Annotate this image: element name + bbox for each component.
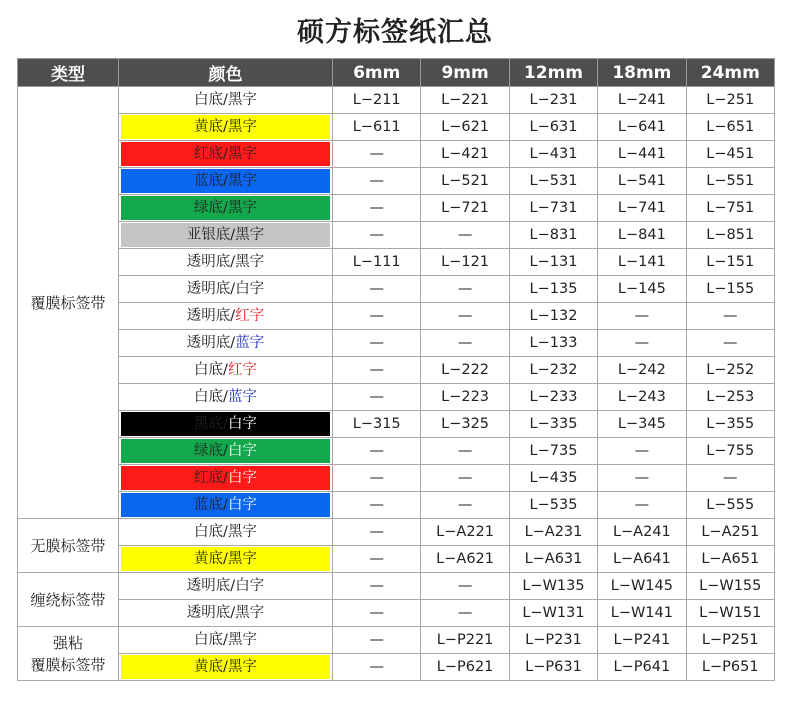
table-row: [18, 384, 775, 411]
model-code-cell: L−P631: [509, 654, 597, 681]
table-row: [18, 465, 775, 492]
table-row: [18, 222, 775, 249]
color-swatch: [121, 574, 330, 598]
base-color-label: 白底/: [194, 92, 228, 108]
model-code-cell: L−521: [421, 168, 509, 195]
model-code-cell: L−243: [598, 384, 686, 411]
model-code-cell: L−A631: [509, 546, 597, 573]
color-cell: [119, 330, 333, 357]
base-color-label: 白底/: [194, 524, 228, 540]
color-swatch: [121, 196, 330, 220]
model-code-cell: —: [686, 330, 774, 357]
model-code-cell: —: [598, 303, 686, 330]
base-color-label: 透明底/: [186, 335, 236, 351]
color-swatch: [121, 493, 330, 517]
color-swatch: [121, 250, 330, 274]
base-color-label: 透明底/: [186, 578, 236, 594]
model-code-cell: —: [333, 276, 421, 303]
color-cell: [119, 222, 333, 249]
table-row: [18, 654, 775, 681]
model-code-cell: —: [333, 384, 421, 411]
model-code-cell: —: [333, 357, 421, 384]
color-cell: [119, 87, 333, 114]
color-swatch: [121, 439, 330, 463]
model-code-cell: —: [333, 330, 421, 357]
table-row: [18, 600, 775, 627]
model-code-cell: L−233: [509, 384, 597, 411]
model-code-cell: L−133: [509, 330, 597, 357]
model-code-cell: L−252: [686, 357, 774, 384]
label-tape-table: [17, 58, 775, 681]
model-code-cell: —: [333, 546, 421, 573]
base-color-label: 绿底/: [194, 443, 228, 459]
color-cell: [119, 627, 333, 654]
model-code-cell: —: [333, 600, 421, 627]
text-color-label: 黑字: [235, 227, 265, 243]
model-code-cell: L−651: [686, 114, 774, 141]
model-code-cell: L−741: [598, 195, 686, 222]
model-code-cell: L−222: [421, 357, 509, 384]
base-color-label: 白底/: [194, 632, 228, 648]
model-code-cell: L−721: [421, 195, 509, 222]
table-row: [18, 141, 775, 168]
model-code-cell: —: [333, 492, 421, 519]
color-swatch: [121, 358, 330, 382]
base-color-label: 红底/: [194, 470, 228, 486]
model-code-cell: L−325: [421, 411, 509, 438]
model-code-cell: L−131: [509, 249, 597, 276]
text-color-label: 黑字: [235, 605, 265, 621]
model-code-cell: —: [598, 492, 686, 519]
color-swatch: [121, 223, 330, 247]
model-code-cell: L−W135: [509, 573, 597, 600]
table-body: [18, 87, 775, 681]
color-cell: [119, 411, 333, 438]
header-24mm: 24mm: [686, 59, 774, 87]
text-color-label: 黑字: [227, 92, 257, 108]
model-code-cell: L−W131: [509, 600, 597, 627]
text-color-label: 白字: [227, 416, 257, 432]
color-cell: [119, 357, 333, 384]
table-row: [18, 492, 775, 519]
base-color-label: 蓝底/: [194, 173, 228, 189]
model-code-cell: L−731: [509, 195, 597, 222]
color-swatch: [121, 412, 330, 436]
model-code-cell: L−111: [333, 249, 421, 276]
model-code-cell: L−132: [509, 303, 597, 330]
model-code-cell: L−A641: [598, 546, 686, 573]
table-row: [18, 627, 775, 654]
table-row: [18, 546, 775, 573]
model-code-cell: L−121: [421, 249, 509, 276]
base-color-label: 透明底/: [186, 605, 236, 621]
text-color-label: 黑字: [235, 254, 265, 270]
model-code-cell: L−P231: [509, 627, 597, 654]
text-color-label: 黑字: [227, 551, 257, 567]
header-18mm: 18mm: [598, 59, 686, 87]
text-color-label: 红字: [235, 308, 265, 324]
model-code-cell: L−535: [509, 492, 597, 519]
table-row: [18, 519, 775, 546]
base-color-label: 透明底/: [186, 254, 236, 270]
header-6mm: 6mm: [333, 59, 421, 87]
model-code-cell: L−841: [598, 222, 686, 249]
tape-type-line: 强粘: [52, 633, 83, 652]
table-row: [18, 573, 775, 600]
color-cell: [119, 600, 333, 627]
table-row: [18, 357, 775, 384]
tape-type-cell: 无膜标签带: [18, 519, 119, 573]
color-swatch: [121, 547, 330, 571]
color-cell: [119, 465, 333, 492]
model-code-cell: —: [421, 465, 509, 492]
model-code-cell: L−253: [686, 384, 774, 411]
model-code-cell: —: [333, 465, 421, 492]
model-code-cell: —: [333, 195, 421, 222]
model-code-cell: —: [686, 465, 774, 492]
color-cell: [119, 573, 333, 600]
header-9mm: 9mm: [421, 59, 509, 87]
model-code-cell: L−P641: [598, 654, 686, 681]
color-swatch: [121, 142, 330, 166]
model-code-cell: L−A651: [686, 546, 774, 573]
color-swatch: [121, 115, 330, 139]
model-code-cell: L−W155: [686, 573, 774, 600]
model-code-cell: L−831: [509, 222, 597, 249]
color-cell: [119, 546, 333, 573]
color-swatch: [121, 601, 330, 625]
model-code-cell: L−735: [509, 438, 597, 465]
color-cell: [119, 384, 333, 411]
color-swatch: [121, 385, 330, 409]
model-code-cell: —: [333, 573, 421, 600]
model-code-cell: L−451: [686, 141, 774, 168]
model-code-cell: L−232: [509, 357, 597, 384]
model-code-cell: L−751: [686, 195, 774, 222]
color-cell: [119, 492, 333, 519]
model-code-cell: L−P241: [598, 627, 686, 654]
base-color-label: 透明底/: [186, 308, 236, 324]
base-color-label: 黄底/: [194, 551, 228, 567]
base-color-label: 白底/: [194, 362, 228, 378]
model-code-cell: L−431: [509, 141, 597, 168]
base-color-label: 黄底/: [194, 659, 228, 675]
header-color: 颜色: [119, 59, 333, 87]
model-code-cell: —: [421, 222, 509, 249]
model-code-cell: —: [598, 465, 686, 492]
model-code-cell: L−P221: [421, 627, 509, 654]
model-code-cell: —: [333, 438, 421, 465]
model-code-cell: —: [333, 168, 421, 195]
model-code-cell: L−441: [598, 141, 686, 168]
base-color-label: 黑底/: [194, 416, 228, 432]
model-code-cell: —: [421, 573, 509, 600]
color-swatch: [121, 88, 330, 112]
text-color-label: 黑字: [227, 146, 257, 162]
model-code-cell: L−345: [598, 411, 686, 438]
tape-type-cell: 覆膜标签带: [18, 87, 119, 519]
base-color-label: 白底/: [194, 389, 228, 405]
text-color-label: 黑字: [227, 200, 257, 216]
table-row: [18, 303, 775, 330]
text-color-label: 黑字: [227, 632, 257, 648]
model-code-cell: L−W141: [598, 600, 686, 627]
base-color-label: 黄底/: [194, 119, 228, 135]
color-cell: [119, 519, 333, 546]
model-code-cell: —: [421, 276, 509, 303]
base-color-label: 绿底/: [194, 200, 228, 216]
model-code-cell: L−P621: [421, 654, 509, 681]
base-color-label: 蓝底/: [194, 497, 228, 513]
color-cell: [119, 438, 333, 465]
model-code-cell: L−A251: [686, 519, 774, 546]
model-code-cell: L−135: [509, 276, 597, 303]
text-color-label: 红字: [227, 362, 257, 378]
model-code-cell: L−335: [509, 411, 597, 438]
model-code-cell: —: [333, 222, 421, 249]
model-code-cell: —: [333, 627, 421, 654]
model-code-cell: —: [686, 303, 774, 330]
color-cell: [119, 654, 333, 681]
color-cell: [119, 195, 333, 222]
color-cell: [119, 141, 333, 168]
header-type: 类型: [18, 59, 119, 87]
model-code-cell: L−A221: [421, 519, 509, 546]
table-row: [18, 438, 775, 465]
text-color-label: 黑字: [227, 659, 257, 675]
model-code-cell: —: [598, 438, 686, 465]
model-code-cell: —: [421, 492, 509, 519]
text-color-label: 蓝字: [235, 335, 265, 351]
text-color-label: 黑字: [227, 524, 257, 540]
model-code-cell: L−621: [421, 114, 509, 141]
table-row: [18, 411, 775, 438]
table-row: [18, 168, 775, 195]
color-swatch: [121, 655, 330, 679]
color-swatch: [121, 628, 330, 652]
model-code-cell: L−641: [598, 114, 686, 141]
color-cell: [119, 249, 333, 276]
model-code-cell: L−231: [509, 87, 597, 114]
tape-type-line: 覆膜标签带: [30, 655, 106, 674]
base-color-label: 红底/: [194, 146, 228, 162]
model-code-cell: L−251: [686, 87, 774, 114]
model-code-cell: L−223: [421, 384, 509, 411]
model-code-cell: L−555: [686, 492, 774, 519]
tape-type-cell: 缠绕标签带: [18, 573, 119, 627]
model-code-cell: L−211: [333, 87, 421, 114]
text-color-label: 白字: [235, 578, 265, 594]
text-color-label: 黑字: [227, 173, 257, 189]
model-code-cell: —: [333, 141, 421, 168]
model-code-cell: L−315: [333, 411, 421, 438]
color-cell: [119, 114, 333, 141]
color-swatch: [121, 520, 330, 544]
color-swatch: [121, 466, 330, 490]
text-color-label: 白字: [227, 443, 257, 459]
base-color-label: 透明底/: [186, 281, 236, 297]
text-color-label: 白字: [227, 497, 257, 513]
color-cell: [119, 276, 333, 303]
model-code-cell: L−155: [686, 276, 774, 303]
color-cell: [119, 168, 333, 195]
model-code-cell: L−435: [509, 465, 597, 492]
model-code-cell: L−551: [686, 168, 774, 195]
model-code-cell: L−541: [598, 168, 686, 195]
model-code-cell: L−631: [509, 114, 597, 141]
model-code-cell: L−242: [598, 357, 686, 384]
color-cell: [119, 303, 333, 330]
model-code-cell: L−421: [421, 141, 509, 168]
table-row: [18, 87, 775, 114]
text-color-label: 白字: [227, 470, 257, 486]
model-code-cell: L−W145: [598, 573, 686, 600]
model-code-cell: L−W151: [686, 600, 774, 627]
color-swatch: [121, 304, 330, 328]
model-code-cell: L−851: [686, 222, 774, 249]
text-color-label: 黑字: [227, 119, 257, 135]
model-code-cell: —: [598, 330, 686, 357]
model-code-cell: L−355: [686, 411, 774, 438]
model-code-cell: L−611: [333, 114, 421, 141]
model-code-cell: L−241: [598, 87, 686, 114]
table-row: [18, 330, 775, 357]
page-title: 硕方标签纸汇总: [297, 17, 493, 48]
model-code-cell: L−221: [421, 87, 509, 114]
model-code-cell: L−A621: [421, 546, 509, 573]
model-code-cell: L−A241: [598, 519, 686, 546]
model-code-cell: —: [333, 519, 421, 546]
color-swatch: [121, 331, 330, 355]
header-row: [18, 59, 775, 87]
base-color-label: 亚银底/: [186, 227, 236, 243]
model-code-cell: L−141: [598, 249, 686, 276]
color-swatch: [121, 277, 330, 301]
color-swatch: [121, 169, 330, 193]
table-row: [18, 195, 775, 222]
model-code-cell: L−A231: [509, 519, 597, 546]
model-code-cell: L−151: [686, 249, 774, 276]
model-code-cell: L−P651: [686, 654, 774, 681]
text-color-label: 蓝字: [227, 389, 257, 405]
model-code-cell: —: [421, 330, 509, 357]
text-color-label: 白字: [235, 281, 265, 297]
model-code-cell: L−531: [509, 168, 597, 195]
model-code-cell: —: [333, 303, 421, 330]
model-code-cell: L−P251: [686, 627, 774, 654]
header-12mm: 12mm: [509, 59, 597, 87]
table-row: [18, 114, 775, 141]
table-row: [18, 276, 775, 303]
model-code-cell: —: [421, 303, 509, 330]
table-row: [18, 249, 775, 276]
model-code-cell: —: [333, 654, 421, 681]
model-code-cell: —: [421, 600, 509, 627]
tape-type-cell: [18, 627, 119, 681]
model-code-cell: —: [421, 438, 509, 465]
model-code-cell: L−145: [598, 276, 686, 303]
model-code-cell: L−755: [686, 438, 774, 465]
